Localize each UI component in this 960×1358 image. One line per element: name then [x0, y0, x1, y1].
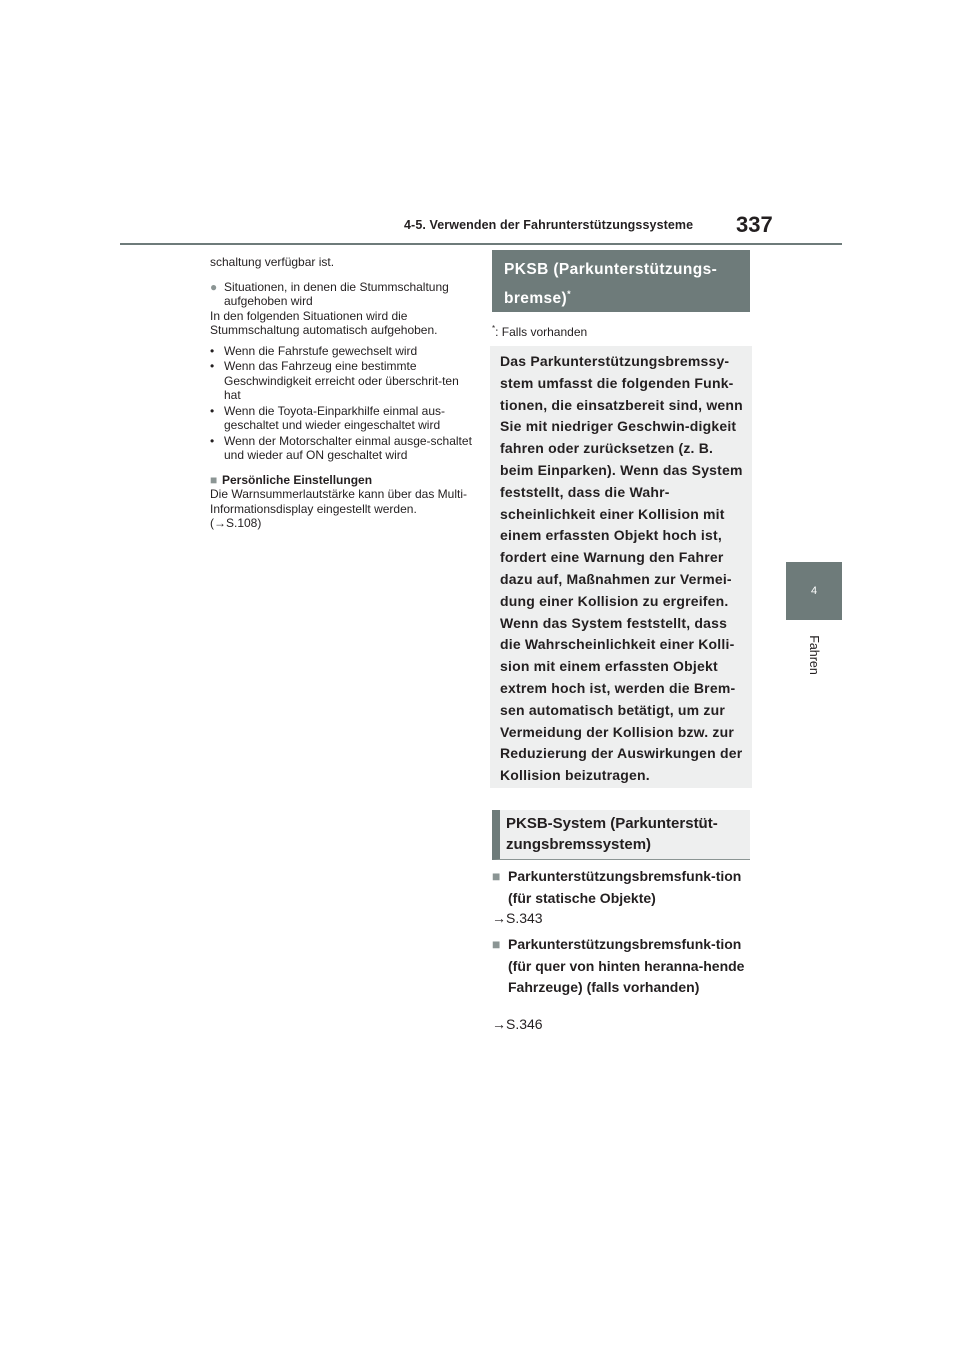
pksb-title-box [492, 250, 750, 312]
list-item [210, 434, 472, 463]
list-marker: • [210, 433, 215, 448]
chapter-tab[interactable] [786, 562, 842, 620]
list-marker: • [210, 403, 215, 418]
settings-page-ref[interactable]: (→S.108) [210, 516, 262, 530]
intro-line-2: Stummschaltung automatisch aufgehoben. [210, 323, 438, 337]
intro-line-1: In den folgenden Situationen wird die [210, 308, 408, 323]
square-bullet-icon: ■ [210, 472, 218, 487]
bullet-heading [210, 280, 472, 309]
chapter-number: 4 [810, 585, 818, 597]
list-item [210, 404, 472, 433]
function-static-page-ref[interactable]: →S.343 [492, 910, 543, 926]
cancel-conditions-list [210, 344, 472, 463]
bullet-circle-icon: ● [210, 279, 218, 294]
function-static-title: Parkunterstützungsbremsfunk-tion (für statische Objekte) [508, 868, 742, 906]
footnote-marker: * [492, 324, 496, 333]
pksb-system-title: PKSB-System (Parkunterstüt-zungsbremssystem) [506, 815, 718, 853]
pksb-system-heading [492, 810, 750, 860]
function-cross-traffic-title: Parkunterstützungsbremsfunk-tion (für quer von hinten heranna-hende Fahrzeuge) (falls vorhanden) [508, 936, 745, 995]
settings-heading-text: Persönliche Einstellungen [222, 472, 373, 487]
chapter-label-text: Fahren [807, 635, 822, 675]
list-marker: • [210, 359, 215, 373]
list-item [210, 359, 472, 403]
settings-heading [210, 473, 472, 488]
function-heading-static [492, 866, 750, 909]
bullet-heading-text: Situationen, in denen die Stummschaltung aufgehoben wird [224, 279, 449, 308]
chapter-label [800, 632, 828, 678]
pksb-intro-text: Das Parkunterstützungsbremssy-stem umfasst die folgenden Funk-tionen, die einsatzbereit sind, wenn Sie mit niedriger Geschwin-digkeit fahren oder zurücksetzen (z. B. beim Einparken). Wenn das System feststellt, dass die Wahr-scheinlichkeit einer Kollision mit einem erfassten Objekt hoch ist, fordert eine Warnung den Fahrer dazu auf, Maßnahmen zur Vermei-dung einer Kollision zu ergreifen. Wenn das System feststellt, dass die Wahrscheinlichkeit einer Kolli-sion mit einem erfassten Objekt extrem hoch ist, werden die Brem-sen automatisch betätigt, um zur Vermeidung der Kollision bzw. zur Reduzierung der Auswirkungen der Kollision beizutragen. [500, 353, 743, 784]
pksb-title-line-2: bremse) [504, 290, 568, 308]
continuation-text: schaltung verfügbar ist. [210, 255, 335, 269]
square-bullet-icon: ■ [492, 936, 501, 952]
square-bullet-icon: ■ [492, 868, 501, 884]
footnote-text: : Falls vorhanden [495, 325, 588, 339]
function-heading-cross-traffic [492, 934, 750, 999]
list-item-text: Wenn die Fahrstufe gewechselt wird [224, 343, 418, 358]
footnote-asterisk: * [567, 289, 572, 299]
settings-text [210, 487, 472, 531]
page-number: 337 [736, 212, 773, 237]
list-marker: • [210, 343, 215, 358]
header-divider [120, 243, 842, 245]
pksb-title-line-1: PKSB (Parkunterstützungs- [504, 261, 718, 278]
pksb-intro-box [490, 346, 752, 788]
function-cross-traffic-page-ref[interactable]: →S.346 [492, 1016, 543, 1032]
left-column [210, 255, 472, 531]
footnote [492, 324, 587, 339]
list-item-text: Wenn die Toyota-Einparkhilfe einmal aus-geschaltet und wieder eingeschaltet wird [224, 403, 446, 432]
list-item-text: Wenn der Motorschalter einmal ausge-schaltet und wieder auf ON geschaltet wird [224, 433, 472, 462]
list-item-text: Wenn das Fahrzeug eine bestimmte Geschwindigkeit erreicht oder überschrit-ten hat [224, 359, 459, 402]
settings-description: Die Warnsummerlautstärke kann über das Multi-Informationsdisplay eingestellt werden. [210, 487, 467, 516]
section-title: 4-5. Verwenden der Fahrunterstützungssysteme [404, 218, 694, 232]
list-item [210, 344, 472, 359]
